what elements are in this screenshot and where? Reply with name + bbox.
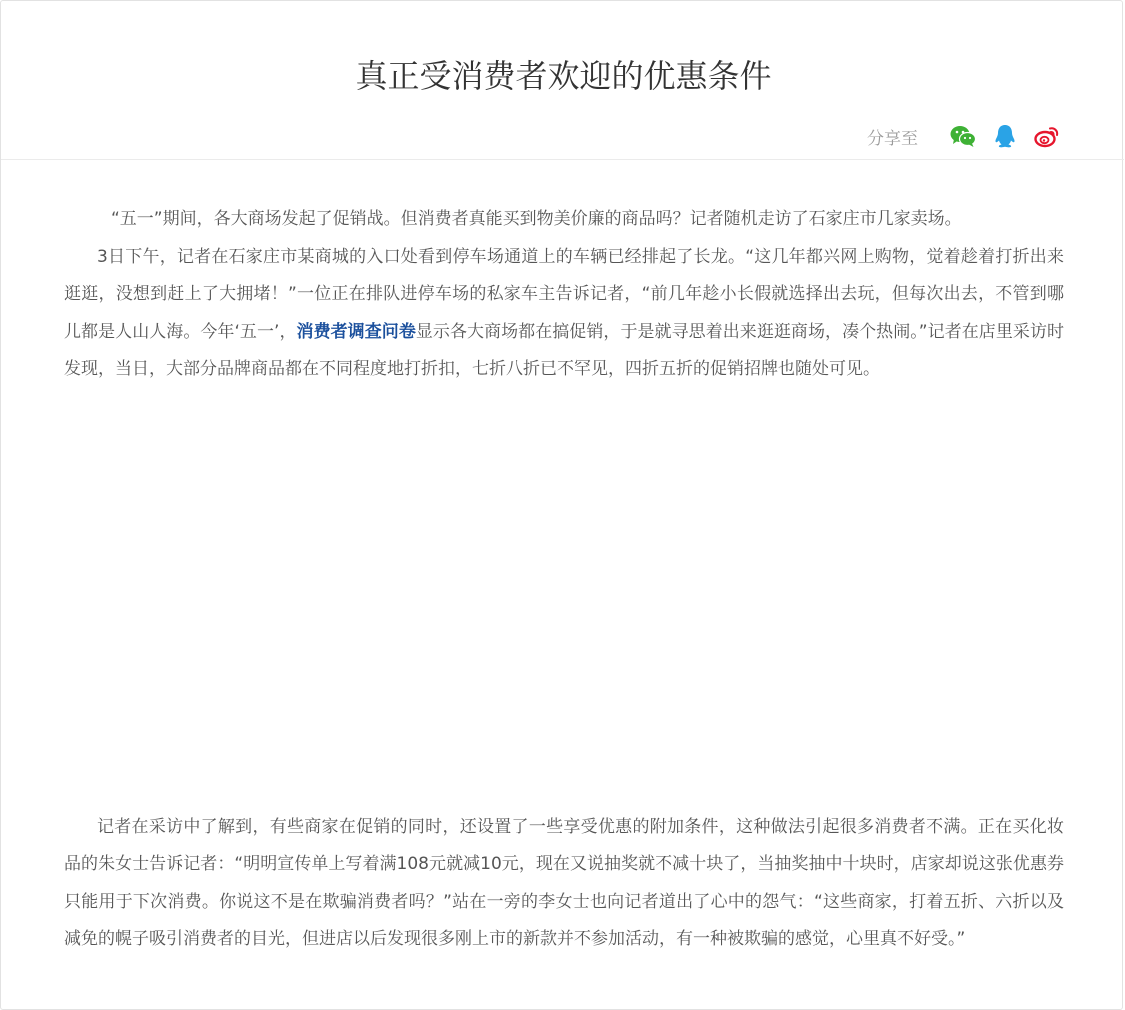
wechat-icon[interactable] [950, 124, 976, 148]
paragraph-1: “五一”期间，各大商场发起了促销战。但消费者真能买到物美价廉的商品吗？记者随机走访了石家庄市几家卖场。 [111, 209, 962, 229]
paragraph-2-text: 3日下午，记者在石家庄市某商城的入口处看到停车场通道上的车辆已经排起了长龙。“这几年都兴网上购物，觉着趁着打折出来逛逛，没想到赶上了大拥堵！”一位正在排队进停车场的私家车主告诉记者，“前几年趁小长假就选择出去玩，但每次出去，不管到哪儿都是人山人海。今年‘五一’， [64, 246, 1064, 342]
article-body [64, 201, 1064, 959]
share-bar [867, 123, 1060, 149]
weibo-icon[interactable] [1034, 124, 1060, 148]
paragraph-2-text-after: 显示各大商场都在搞促销，于是就寻思着出来逛逛商场，凑个热闹。”记者在店里采访时发现，当日，大部分品牌商品都在不同程度地打折扣，七折八折已不罕见，四折五折的促销招牌也随处可见。 [64, 321, 1065, 379]
blank-area [64, 389, 1064, 809]
paragraph-2 [64, 239, 1064, 389]
qq-icon[interactable] [992, 124, 1018, 148]
paragraph-3: 记者在采访中了解到，有些商家在促销的同时，还设置了一些享受优惠的附加条件，这种做法引起很多消费者不满。正在买化妆品的朱女士告诉记者：“明明宣传单上写着满108元就减10元，现在又说抽奖就不减十块了，当抽奖抽中十块时，店家却说这张优惠券只能用于下次消费。你说这不是在欺骗消费者吗？”站在一旁的李女士也向记者道出了心中的怨气：“这些商家，打着五折、六折以及减免的幌子吸引消费者的目光，但进店以后发现很多刚上市的新款并不参加活动，有一种被欺骗的感觉，心里真不好受。” [64, 816, 1064, 949]
page-title: 真正受消费者欢迎的优惠条件 [355, 57, 772, 95]
share-label: 分享至 [867, 128, 918, 149]
header-divider [1, 159, 1124, 160]
survey-link[interactable]: 消费者调查问卷 [296, 321, 416, 342]
